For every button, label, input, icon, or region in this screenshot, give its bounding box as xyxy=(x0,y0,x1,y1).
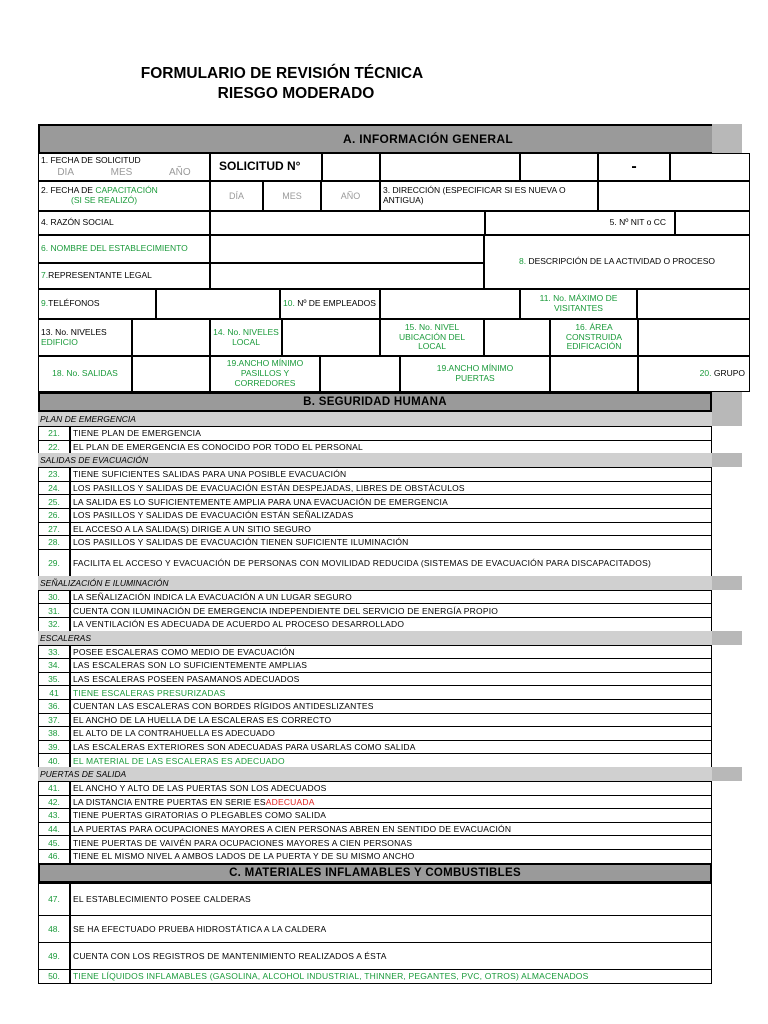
question-text: LA SEÑALIZACIÓN INDICA LA EVACUACIÓN A UN LUGAR SEGURO xyxy=(73,592,352,603)
max-visitors-field[interactable] xyxy=(637,289,750,319)
question-row xyxy=(70,590,712,605)
day-label: DIA xyxy=(57,167,74,178)
question-number: 33. xyxy=(38,645,70,660)
group-title: ESCALERAS xyxy=(38,631,712,645)
legal-rep-field[interactable] xyxy=(210,263,484,289)
question-text: EL ANCHO Y ALTO DE LAS PUERTAS SON LOS ADECUADOS xyxy=(73,783,327,794)
question-row xyxy=(70,522,712,537)
activity-num: 8. xyxy=(518,256,527,267)
phones-field[interactable] xyxy=(156,289,280,319)
exits-count-num: 18. xyxy=(52,368,64,379)
question-number: 49. xyxy=(38,942,70,970)
question-row xyxy=(70,685,712,700)
establishment-name-field[interactable] xyxy=(210,235,484,263)
request-number-box-1[interactable] xyxy=(322,153,380,181)
question-text: LOS PASILLOS Y SALIDAS DE EVACUACIÓN TIENEN SUFICIENTE ILUMINACIÓN xyxy=(73,537,409,548)
question-text: EL ALTO DE LA CONTRAHUELLA ES ADECUADO xyxy=(73,728,276,739)
question-row xyxy=(70,645,712,660)
exits-count-label xyxy=(38,356,132,392)
question-text: TIENE PLAN DE EMERGENCIA xyxy=(73,428,202,439)
question-number: 26. xyxy=(38,508,70,523)
question-number: 30. xyxy=(38,590,70,605)
building-levels-label xyxy=(38,319,132,356)
question-text: LAS ESCALERAS POSEEN PASAMANOS ADECUADOS xyxy=(73,674,300,685)
question-number: 46. xyxy=(38,849,70,864)
question-row xyxy=(70,942,712,970)
question-row xyxy=(70,494,712,509)
question-text: FACILITA EL ACCESO Y EVACUACIÓN DE PERSONAS CON MOVILIDAD REDUCIDA (SISTEMAS DE EVACUACIÓN PARA DISCAPACITADOS) xyxy=(73,557,651,568)
request-date-cell xyxy=(38,153,210,181)
business-name-field[interactable] xyxy=(210,211,485,235)
local-level-location-label: 15. No. NIVEL UBICACIÓN DEL LOCAL xyxy=(380,319,484,356)
form-title: FORMULARIO DE REVISIÓN TÉCNICA xyxy=(140,65,424,82)
establishment-name-label: 6. NOMBRE DEL ESTABLECIMIENTO xyxy=(38,235,210,263)
question-text: LA DISTANCIA ENTRE PUERTAS EN SERIE ES xyxy=(73,796,266,807)
question-row xyxy=(70,781,712,796)
phones-text: TELÉFONOS xyxy=(48,298,100,309)
month-label: MES xyxy=(110,167,133,178)
built-area-field[interactable] xyxy=(638,319,750,356)
side-gray xyxy=(712,767,742,781)
question-number: 39. xyxy=(38,740,70,755)
question-text: CUENTA CON ILUMINACIÓN DE EMERGENCIA INDEPENDIENTE DEL SERVICIO DE ENERGÍA PROPIO xyxy=(73,605,499,616)
question-text: EL ANCHO DE LA HUELLA DE LA ESCALERAS ES CORRECTO xyxy=(73,714,332,725)
question-number: 23. xyxy=(38,467,70,482)
section-a-title: A. INFORMACIÓN GENERAL xyxy=(343,132,513,146)
group-title: SEÑALIZACIÓN E ILUMINACIÓN xyxy=(38,576,712,590)
question-text: LAS ESCALERAS SON LO SUFICIENTEMENTE AMPLIAS xyxy=(73,660,308,671)
activity-label xyxy=(484,235,750,289)
question-number: 43. xyxy=(38,808,70,823)
question-text: LAS ESCALERAS EXTERIORES SON ADECUADAS PARA USARLAS COMO SALIDA xyxy=(73,742,416,753)
exits-count-text: No. SALIDAS xyxy=(63,368,118,379)
question-row xyxy=(70,753,712,768)
training-month-field[interactable]: MES xyxy=(263,181,321,211)
side-gray xyxy=(712,412,742,426)
question-number: 41. xyxy=(38,781,70,796)
question-text: EL PLAN DE EMERGENCIA ES CONOCIDO POR TODO EL PERSONAL xyxy=(73,441,363,452)
question-row xyxy=(70,549,712,577)
question-number: 28. xyxy=(38,535,70,550)
question-row xyxy=(70,726,712,741)
business-name-label: 4. RAZÓN SOCIAL xyxy=(38,211,210,235)
side-gray xyxy=(712,631,742,645)
question-row xyxy=(70,481,712,496)
question-text: LA PUERTAS PARA OCUPACIONES MAYORES A CIEN PERSONAS ABREN EN SENTIDO DE EVACUACIÓN xyxy=(73,824,512,835)
local-levels-field[interactable] xyxy=(282,319,380,356)
employees-num: 10. xyxy=(283,298,295,309)
exits-count-field[interactable] xyxy=(132,356,210,392)
question-number: 24. xyxy=(38,481,70,496)
training-date-label xyxy=(38,181,210,211)
section-c-header: C. MATERIALES INFLAMABLES Y COMBUSTIBLES xyxy=(38,863,712,883)
question-number: 41 xyxy=(38,685,70,700)
training-year-field[interactable]: AÑO xyxy=(321,181,380,211)
question-number: 22. xyxy=(38,440,70,455)
question-text: TIENE PUERTAS GIRATORIAS O PLEGABLES COMO SALIDA xyxy=(73,810,327,821)
training-date-note: (SI SE REALIZÓ) xyxy=(71,195,138,205)
question-number: 31. xyxy=(38,603,70,618)
form-subtitle: RIESGO MODERADO xyxy=(217,85,375,102)
question-text: LOS PASILLOS Y SALIDAS DE EVACUACIÓN ESTÁN SEÑALIZADAS xyxy=(73,510,354,521)
group-title: PLAN DE EMERGENCIA xyxy=(38,412,712,426)
employees-field[interactable] xyxy=(380,289,520,319)
question-row xyxy=(70,808,712,823)
side-gray xyxy=(712,392,742,412)
question-row xyxy=(70,508,712,523)
employees-text: Nº DE EMPLEADOS xyxy=(294,298,376,309)
section-a-header xyxy=(38,124,738,154)
local-levels-label: 14. No. NIVELES LOCAL xyxy=(210,319,282,356)
year-label: AÑO xyxy=(168,167,191,178)
question-number: 40. xyxy=(38,753,70,768)
phones-label xyxy=(38,289,156,319)
request-date-label: 1. FECHA DE SOLICITUD xyxy=(41,155,141,165)
question-text: EL ACCESO A LA SALIDA(S) DIRIGE A UN SITIO SEGURO xyxy=(73,523,312,534)
question-highlight: ADECUADA xyxy=(265,796,315,807)
question-number: 37. xyxy=(38,713,70,728)
built-area-label: 16. ÁREA CONSTRUIDA EDIFICACIÓN xyxy=(550,319,638,356)
corridor-width-field[interactable] xyxy=(320,356,400,392)
question-row xyxy=(70,713,712,728)
question-number: 44. xyxy=(38,822,70,837)
question-text: LA SALIDA ES LO SUFICIENTEMENTE AMPLIA PARA UNA EVACUACIÓN DE EMERGENCIA xyxy=(73,496,448,507)
question-text: LA VENTILACIÓN ES ADECUADA DE ACUERDO AL PROCESO DESARROLLADO xyxy=(73,619,405,630)
nit-label: 5. Nº NIT o CC xyxy=(485,211,675,235)
side-gray xyxy=(712,453,742,467)
question-row xyxy=(70,849,712,864)
group-text: GRUPO xyxy=(711,368,745,379)
building-levels-field[interactable] xyxy=(132,319,210,356)
question-text: CUENTAN LAS ESCALERAS CON BORDES RÍGIDOS ANTIDESLIZANTES xyxy=(73,701,374,712)
group-label xyxy=(638,356,750,392)
max-visitors-label: 11. No. MÁXIMO DE VISITANTES xyxy=(520,289,637,319)
question-text: CUENTA CON LOS REGISTROS DE MANTENIMIENTO REALIZADOS A ÉSTA xyxy=(73,950,387,961)
question-row xyxy=(70,535,712,550)
employees-label xyxy=(280,289,380,319)
question-number: 36. xyxy=(38,699,70,714)
question-number: 25. xyxy=(38,494,70,509)
address-label: 3. DIRECCIÓN (ESPECIFICAR SI ES NUEVA O ANTIGUA) xyxy=(380,181,598,211)
activity-text: DESCRIPCIÓN DE LA ACTIVIDAD O PROCESO xyxy=(526,256,716,267)
group-num: 20. xyxy=(699,368,712,379)
building-levels-sub: EDIFICIO xyxy=(41,336,78,347)
question-text: TIENE ESCALERAS PRESURIZADAS xyxy=(73,687,226,698)
question-text: LOS PASILLOS Y SALIDAS DE EVACUACIÓN ESTÁN DESPEJADAS, LIBRES DE OBSTÁCULOS xyxy=(73,483,465,494)
training-date-prefix: 2. FECHA DE xyxy=(41,185,96,196)
local-level-location-field[interactable] xyxy=(484,319,550,356)
question-row xyxy=(70,617,712,632)
nit-field[interactable] xyxy=(675,211,750,235)
question-number: 38. xyxy=(38,726,70,741)
question-row xyxy=(70,440,712,455)
question-number: 42. xyxy=(38,795,70,810)
question-row xyxy=(70,883,712,916)
inspection-form xyxy=(38,124,768,994)
group-title: SALIDAS DE EVACUACIÓN xyxy=(38,453,712,467)
question-number: 34. xyxy=(38,658,70,673)
question-text: EL MATERIAL DE LAS ESCALERAS ES ADECUADO xyxy=(73,755,285,766)
question-text: TIENE SUFICIENTES SALIDAS PARA UNA POSIBLE EVACUACIÓN xyxy=(73,469,347,480)
door-width-label: 19.ANCHO MÍNIMO PUERTAS xyxy=(400,356,550,392)
question-number: 47. xyxy=(38,883,70,916)
request-number-box-2[interactable] xyxy=(380,153,520,181)
question-text: POSEE ESCALERAS COMO MEDIO DE EVACUACIÓN xyxy=(73,646,295,657)
question-number: 45. xyxy=(38,835,70,850)
question-row xyxy=(70,426,712,441)
legal-rep-label xyxy=(38,263,210,289)
request-number-dash: - xyxy=(598,153,670,181)
question-number: 29. xyxy=(38,549,70,577)
building-levels-text: 13. No. NIVELES xyxy=(41,326,107,337)
training-date-green: CAPACITACIÓN xyxy=(95,185,158,196)
question-number: 27. xyxy=(38,522,70,537)
question-text: EL ESTABLECIMIENTO POSEE CALDERAS xyxy=(73,894,251,905)
question-number: 50. xyxy=(38,969,70,984)
side-gray xyxy=(712,576,742,590)
question-row xyxy=(70,969,712,984)
question-row xyxy=(70,603,712,618)
question-row xyxy=(70,835,712,850)
section-b-header: B. SEGURIDAD HUMANA xyxy=(38,392,712,412)
phones-num: 9. xyxy=(41,298,49,309)
question-row xyxy=(70,740,712,755)
request-number-box-4[interactable] xyxy=(670,153,750,181)
training-day-field[interactable]: DÍA xyxy=(210,181,263,211)
question-number: 32. xyxy=(38,617,70,632)
question-number: 35. xyxy=(38,672,70,687)
question-row xyxy=(70,658,712,673)
question-row xyxy=(70,699,712,714)
door-width-field[interactable] xyxy=(550,356,638,392)
legal-rep-text: REPRESENTANTE LEGAL xyxy=(48,270,152,281)
address-field[interactable] xyxy=(598,181,750,211)
question-text: TIENE LÍQUIDOS INFLAMABLES (GASOLINA, ALCOHOL INDUSTRIAL, THINNER, PEGANTES, PVC, OTROS) ALMACENADOS xyxy=(73,971,589,982)
legal-rep-num: 7. xyxy=(41,270,49,281)
question-row xyxy=(70,467,712,482)
request-number-label: SOLICITUD N° xyxy=(210,153,322,181)
question-text: SE HA EFECTUADO PRUEBA HIDROSTÁTICA A LA CALDERA xyxy=(73,923,327,934)
question-text: TIENE EL MISMO NIVEL A AMBOS LADOS DE LA PUERTA Y DE SU MISMO ANCHO xyxy=(73,851,415,862)
request-number-box-3[interactable] xyxy=(520,153,598,181)
group-title: PUERTAS DE SALIDA xyxy=(38,767,712,781)
question-row xyxy=(70,795,712,810)
question-text: TIENE PUERTAS DE VAIVÉN PARA OCUPACIONES MAYORES A CIEN PERSONAS xyxy=(73,837,413,848)
question-row xyxy=(70,672,712,687)
question-number: 48. xyxy=(38,915,70,943)
corridor-width-label: 19.ANCHO MÍNIMO PASILLOS Y CORREDORES xyxy=(210,356,320,392)
question-number: 21. xyxy=(38,426,70,441)
side-gray xyxy=(712,124,742,154)
question-row xyxy=(70,915,712,943)
question-row xyxy=(70,822,712,837)
